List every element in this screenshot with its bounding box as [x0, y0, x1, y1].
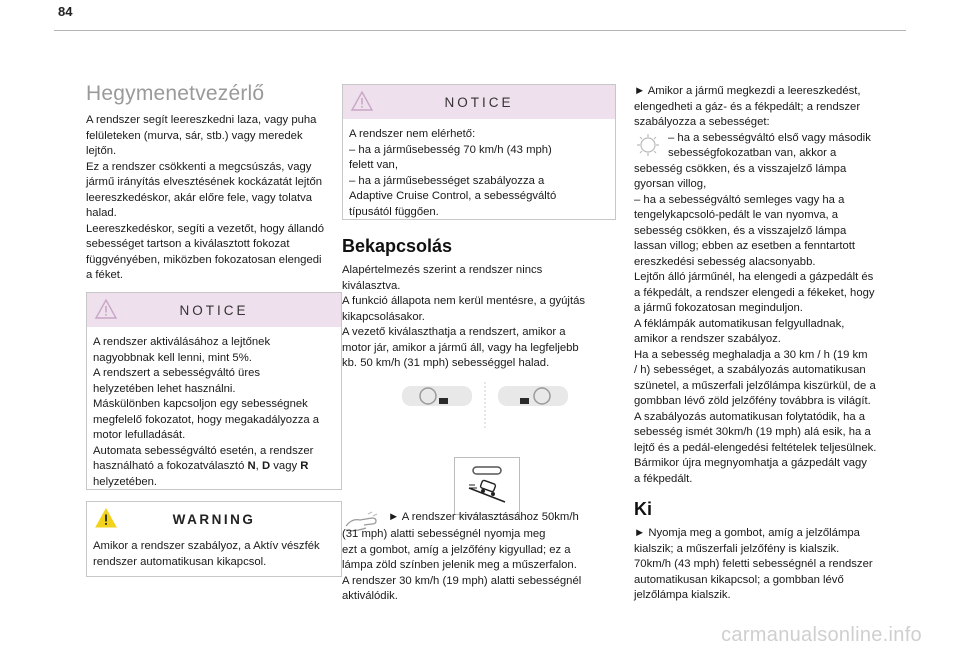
bekapcsolas-line: Alapértelmezés szerint a rendszer nincs: [342, 264, 543, 276]
col3b-line: a fékpedált, a rendszer elengedi a fékeket, hogy: [634, 286, 875, 299]
select-instructions: [342, 510, 604, 605]
intro-text: [86, 113, 344, 284]
intro-line: függvényében, miközben fokozatosan elengedi: [86, 253, 322, 266]
col3b-line: gyorsan villog,: [634, 178, 707, 190]
steering-wheel-icon: [400, 380, 570, 434]
intro-line: leereszkedéskor, akár előre fele, vagy tolatva: [86, 191, 313, 204]
ki-line: ► Nyomja meg a gombot, amíg a jelzőlámpa: [634, 527, 860, 539]
bekapcsolas-line: A vezető kiválaszthatja a rendszert, amikor a: [342, 326, 566, 338]
steering-wheel-illustration: [400, 380, 570, 434]
col3b-line: a jármű fokozatosan meginduljon.: [634, 302, 803, 314]
section-heading-bekapcsolas: Bekapcsolás: [342, 236, 453, 256]
warning-line: Amikor a rendszer szabályoz, a Aktív vészfék: [93, 540, 320, 552]
notice-title-2: NOTICE: [444, 94, 514, 110]
col3b-line: – ha a sebességváltó semleges vagy ha a: [634, 193, 845, 206]
notice1-end-line: helyzetében.: [93, 475, 158, 488]
notice-header-2: [343, 85, 615, 119]
intro-line: A rendszer segít leereszkedni laza, vagy puha: [86, 114, 317, 126]
notice-title-1: NOTICE: [179, 302, 249, 318]
bekapcsolas-line: kb. 50 km/h (31 mph) sebességgel halad.: [342, 357, 550, 369]
col3a-line: elengedheti a gáz- és a fékpedált; a rendszer: [634, 100, 861, 113]
ki-line: kialszik; a műszerfali jelzőfény is kialszik.: [634, 542, 840, 555]
top-divider: [54, 30, 906, 31]
notice-box-1: [86, 292, 342, 490]
select-line: (31 mph) alatti sebességnél nyomja meg: [342, 528, 546, 540]
notice-body-1: [87, 327, 341, 498]
intro-line: Ez a rendszer csökkenti a megcsúszás, vagy: [86, 160, 312, 173]
bekapcsolas-line: kiválasztva.: [342, 279, 401, 292]
select-line: ezt a gombot, amíg a jelzőfény kigyullad; ez a: [342, 543, 571, 556]
notice1-line: Máskülönben kapcsoljon egy sebességnek: [93, 398, 308, 410]
page-number: 84: [58, 4, 73, 19]
bekapcsolas-line: kikapcsolásakor.: [342, 310, 425, 323]
notice1-line: Automata sebességváltó esetén, a rendszer: [93, 444, 314, 457]
col3b-line: lejtő és a pedál-elengedési feltételek teljesülnek.: [634, 441, 877, 454]
watermark: carmanualsonline.info: [721, 624, 922, 646]
notice1-line: motor lefulladását.: [93, 429, 186, 441]
intro-line: felületeken (murva, sár, stb.) vagy meredek: [86, 129, 303, 142]
notice1-gear-line: használható a fokozatválasztó N, D vagy R: [93, 460, 309, 472]
warning-body: [87, 536, 341, 578]
col3b-line: ereszkedési sebesség alacsonyabb.: [634, 255, 816, 268]
gear-indicator-icon: [634, 133, 662, 157]
notice2-line: típusától függően.: [349, 205, 439, 218]
notice1-line: megfelelő fokozatot, hogy megakadályozza a: [93, 413, 320, 426]
col3b-line: / h) sebességet, a szabályozás automatikusan: [634, 364, 866, 376]
col3b-line: Lejtőn álló járműnél, ha elengedi a gázpedált és: [634, 271, 874, 283]
notice1-line: helyzetében lehet használni.: [93, 382, 236, 395]
col3b-line: lassan villog; ebben az esetben a fenntartott: [634, 240, 856, 252]
warning-line: rendszer automatikusan kikapcsol.: [93, 555, 267, 568]
warning-triangle-icon: [95, 508, 117, 528]
col3b-line: Ha a sebesség meghaladja a 30 km / h (19 km: [634, 348, 868, 361]
col3a-line: ► Amikor a jármű megkezdi a leereszkedést,: [634, 85, 861, 97]
notice1-line: A rendszer aktiválásához a lejtőnek: [93, 336, 271, 348]
select-first-line: ► A rendszer kiválasztásához 50km/h: [388, 511, 579, 523]
notice2-line: – ha a járműsebesség 70 km/h (43 mph): [349, 143, 552, 156]
notice2-line: A rendszer nem elérhető:: [349, 128, 476, 140]
notice1-line: A rendszert a sebességváltó üres: [93, 367, 261, 379]
col3b-line: A féklámpák automatikusan felgyulladnak,: [634, 317, 845, 330]
hdc-button-illustration: [454, 457, 520, 515]
intro-line: lejtőn.: [86, 145, 117, 157]
select-line: aktiválódik.: [342, 590, 398, 602]
intro-line: jármű irányítás elvesztésének kockázatát lejtőn: [86, 176, 323, 188]
ki-line: automatikusan kikapcsol; a gombban lévő: [634, 573, 844, 586]
notice-header-1: [87, 293, 341, 327]
icon-line-1: – ha a sebességváltó első vagy második: [668, 131, 871, 144]
icon-line-2: sebességfokozatban van, akkor a: [668, 147, 837, 159]
col3b-line: A szabályozás automatikusan folytatódik, ha a: [634, 410, 866, 423]
col3b-line: sebesség csökken, és a visszajelző lámpa: [634, 162, 847, 175]
col3b-line: gombban lévő zöld jelzőfény továbbra is világít.: [634, 395, 871, 407]
hill-descent-icon: [455, 458, 519, 514]
intro-line: sebességet tartson a kiválasztott fokozat: [86, 238, 290, 250]
col3b-line: a fékpedált.: [634, 472, 693, 485]
notice2-line: felett van,: [349, 159, 398, 171]
intro-line: halad.: [86, 207, 117, 219]
bekapcsolas-line: motor jár, amikor a jármű áll, vagy ha legfeljebb: [342, 341, 579, 354]
col3b-line: sebesség csökken, és a visszajelző lámpa: [634, 224, 847, 237]
caution-triangle-icon: [95, 299, 117, 319]
intro-line: Leereszkedéskor, segíti a vezetőt, hogy állandó: [86, 222, 325, 235]
page-title: Hegymenetvezérlő: [86, 82, 265, 105]
ki-line: 70km/h (43 mph) feletti sebességnél a rendszer: [634, 558, 873, 570]
caution-triangle-icon: [351, 91, 373, 111]
notice-body-2: [343, 119, 615, 228]
col3b-line: Bármikor újra megnyomhatja a gázpedált vagy: [634, 457, 867, 469]
notice2-line: – ha a járműsebességet szabályozza a: [349, 174, 545, 187]
bekapcsolas-line: A funkció állapota nem kerül mentésre, a gyújtás: [342, 295, 586, 307]
select-line: lámpa zöld színben jelenik meg a műszerfalon.: [342, 559, 577, 571]
select-line: A rendszer 30 km/h (19 mph) alatti sebességnél: [342, 574, 582, 587]
ki-line: jelzőlámpa kialszik.: [634, 589, 731, 601]
warning-header: [87, 502, 341, 536]
bekapcsolas-text: [342, 263, 618, 372]
col3b-line: tengelykapcsoló-pedált le van nyomva, a: [634, 209, 839, 221]
warning-box: [86, 501, 342, 577]
intro-line: a féket.: [86, 269, 124, 281]
col3b-line: szünetel, a műszerfali jelzőlámpa kiszürkül, de a: [634, 379, 876, 392]
col3-text: [634, 84, 896, 604]
warning-title: WARNING: [172, 511, 256, 527]
section-heading-ki: Ki: [634, 499, 652, 519]
notice-box-2: [342, 84, 616, 220]
col3b-line: amikor a rendszer szabályoz.: [634, 333, 781, 345]
col3a-line: szabályozza a sebességet:: [634, 116, 770, 128]
col3b-line: sebesség ismét 30km/h (19 mph) alá esik, ha a: [634, 426, 871, 438]
notice1-line: nagyobbnak kell lenni, mint 5%.: [93, 351, 252, 364]
notice2-line: Adaptive Cruise Control, a sebességváltó: [349, 190, 557, 202]
